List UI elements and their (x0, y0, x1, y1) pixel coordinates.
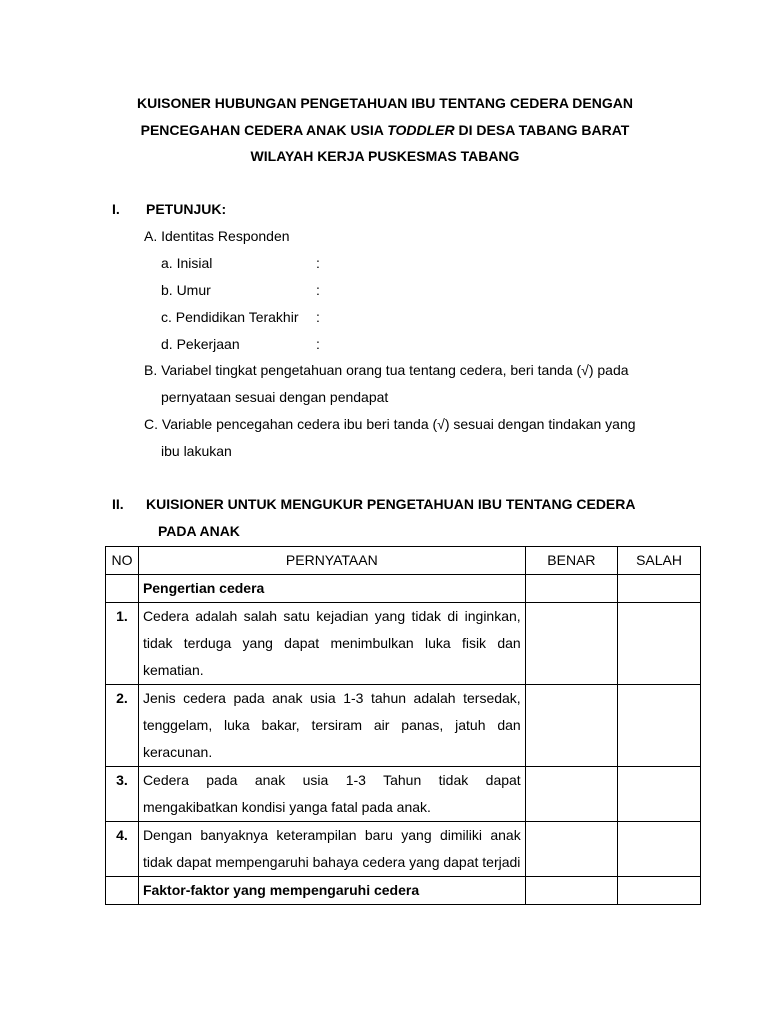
questionnaire-table (105, 546, 701, 905)
section-2-title-cont: PADA ANAK (158, 523, 240, 539)
header-benar: BENAR (525, 547, 617, 575)
category-row (106, 877, 701, 905)
document-title (104, 90, 666, 170)
instruction-b-line-2: pernyataan sesuai dengan pendapat (161, 389, 389, 405)
benar-cell[interactable] (525, 685, 617, 767)
header-no: NO (106, 547, 139, 575)
salah-cell[interactable] (618, 575, 701, 603)
category-label: Pengertian cedera (138, 575, 525, 603)
benar-cell[interactable] (525, 575, 617, 603)
field-pendidikan (161, 304, 501, 331)
header-salah: SALAH (618, 547, 701, 575)
header-pernyataan: PERNYATAAN (138, 547, 525, 575)
row-number: 2. (106, 685, 139, 767)
benar-cell[interactable] (525, 877, 617, 905)
section-1-title: PETUNJUK: (146, 201, 227, 217)
category-label: Faktor-faktor yang mempengaruhi cedera (138, 877, 525, 905)
field-pendidikan-label: c. Pendidikan Terakhir (161, 309, 299, 325)
field-umur (161, 277, 501, 304)
salah-cell[interactable] (618, 822, 701, 877)
salah-cell[interactable] (618, 603, 701, 685)
identitas-responden-label: A. Identitas Responden (144, 228, 290, 244)
section-2-heading (112, 491, 692, 518)
section-2-number: II. (112, 496, 124, 512)
table-row (106, 603, 701, 685)
field-pekerjaan-colon: : (316, 336, 320, 352)
table-header-row (106, 547, 701, 575)
table-row (106, 685, 701, 767)
row-number: 4. (106, 822, 139, 877)
category-no-cell (106, 877, 139, 905)
title-line-3: WILAYAH KERJA PUSKESMAS TABANG (250, 148, 520, 164)
field-pekerjaan-label: d. Pekerjaan (161, 336, 240, 352)
field-umur-colon: : (316, 282, 320, 298)
field-umur-label: b. Umur (161, 282, 211, 298)
row-number: 3. (106, 767, 139, 822)
benar-cell[interactable] (525, 603, 617, 685)
salah-cell[interactable] (618, 685, 701, 767)
row-statement: Jenis cedera pada anak usia 1-3 tahun adalah tersedak, tenggelam, luka bakar, tersiram air panas, jatuh dan keracunan. (138, 685, 525, 767)
row-statement: Cedera adalah salah satu kejadian yang tidak di inginkan, tidak terduga yang dapat menimbulkan luka fisik dan kematian. (138, 603, 525, 685)
benar-cell[interactable] (525, 822, 617, 877)
benar-cell[interactable] (525, 767, 617, 822)
salah-cell[interactable] (618, 877, 701, 905)
instruction-c-line-2: ibu lakukan (161, 443, 232, 459)
row-statement: Cedera pada anak usia 1-3 Tahun tidak dapat mengakibatkan kondisi yanga fatal pada anak. (138, 767, 525, 822)
salah-cell[interactable] (618, 767, 701, 822)
category-row (106, 575, 701, 603)
category-no-cell (106, 575, 139, 603)
instruction-b-line-1: B. Variabel tingkat pengetahuan orang tua tentang cedera, beri tanda (√) pada (144, 362, 629, 378)
title-line-2-suffix: DI DESA TABANG BARAT (454, 121, 630, 138)
title-line-2-prefix: PENCEGAHAN CEDERA ANAK USIA (140, 121, 388, 138)
title-line-1: KUISONER HUBUNGAN PENGETAHUAN IBU TENTANG CEDERA DENGAN (137, 95, 633, 111)
row-statement: Dengan banyaknya keterampilan baru yang dimiliki anak tidak dapat mempengaruhi bahaya cedera yang dapat terjadi (138, 822, 525, 877)
field-pendidikan-colon: : (316, 309, 320, 325)
title-line-2-italic: TODDLER (387, 121, 455, 138)
table-row (106, 767, 701, 822)
section-1-heading (112, 196, 672, 223)
row-number: 1. (106, 603, 139, 685)
instruction-c-line-1: C. Variable pencegahan cedera ibu beri tanda (√) sesuai dengan tindakan yang (144, 416, 636, 432)
section-1-number: I. (112, 201, 120, 217)
table-row (106, 822, 701, 877)
field-inisial (161, 250, 501, 277)
field-inisial-label: a. Inisial (161, 255, 213, 271)
section-2-title: KUISIONER UNTUK MENGUKUR PENGETAHUAN IBU TENTANG CEDERA (146, 496, 636, 512)
field-inisial-colon: : (316, 255, 320, 271)
field-pekerjaan (161, 331, 501, 358)
title-line-2 (104, 117, 666, 144)
